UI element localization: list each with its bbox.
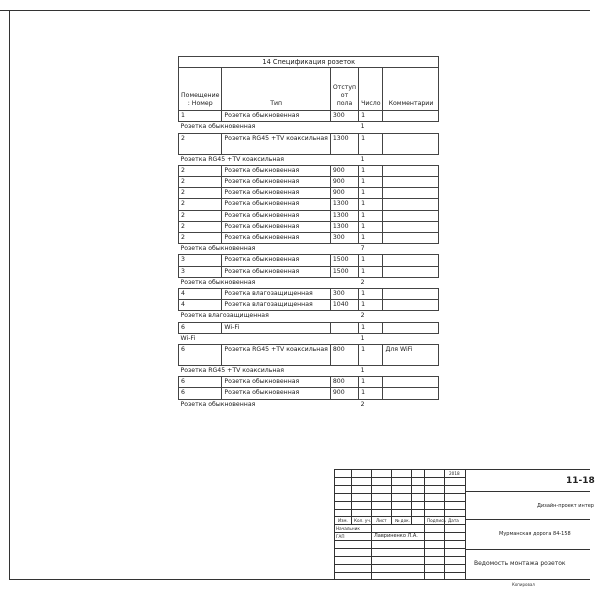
table-row	[179, 255, 439, 266]
table-row	[179, 111, 439, 122]
cell-count: 1	[359, 221, 383, 232]
cell-type: Розетка влагозащищенная	[222, 300, 330, 311]
cell-count: 1	[359, 165, 383, 176]
group-total-row	[179, 366, 439, 377]
cell-comment	[383, 221, 439, 232]
cell-offset: 1300	[330, 133, 358, 154]
title-block-line	[334, 493, 465, 494]
table-row	[179, 388, 439, 399]
col-header-room: Помещение : Номер	[179, 68, 222, 111]
cell-room: 2	[179, 221, 222, 232]
cell-type: Розетка обыкновенная	[222, 188, 330, 199]
cell-count: 1	[359, 210, 383, 221]
col-label-kol: Кол. уч.	[354, 518, 372, 523]
cell-comment	[383, 255, 439, 266]
table-row	[179, 377, 439, 388]
title-block-line	[334, 524, 465, 525]
cell-offset	[330, 322, 358, 333]
table-row	[179, 233, 439, 244]
cell-room: 6	[179, 322, 222, 333]
cell-room: 6	[179, 377, 222, 388]
col-label-izm: Изм.	[338, 518, 348, 523]
cell-comment	[383, 210, 439, 221]
cell-room: 3	[179, 255, 222, 266]
sheet-title: Ведомость монтажа розеток	[474, 560, 566, 567]
group-label: Розетка обыкновенная	[180, 278, 256, 286]
group-total-row	[179, 154, 439, 165]
copied-label: Копировал	[512, 582, 535, 587]
group-blank	[383, 122, 439, 133]
table-row	[179, 221, 439, 232]
group-blank	[383, 244, 439, 255]
cell-comment	[383, 111, 439, 122]
cell-room: 2	[179, 133, 222, 154]
cell-room: 6	[179, 388, 222, 399]
author-name: Лавриненко Л.А.	[374, 533, 418, 539]
title-block-line	[465, 549, 590, 550]
cell-type: Розетка RG45 +TV коаксильная	[222, 133, 330, 154]
title-block-line	[334, 477, 465, 478]
group-total-row	[179, 122, 439, 133]
cell-type: Розетка обыкновенная	[222, 233, 330, 244]
frame-bottom	[9, 579, 590, 580]
col-header-count: Число	[359, 68, 383, 111]
group-blank	[383, 366, 439, 377]
cell-count: 1	[359, 345, 383, 366]
frame-top	[0, 10, 590, 11]
cell-count: 1	[359, 188, 383, 199]
col-header-type: Тип	[222, 68, 330, 111]
title-block-line	[334, 564, 465, 565]
title-block-line	[334, 556, 465, 557]
table-title: 14 Спецификация розеток	[179, 57, 439, 68]
cell-comment	[383, 233, 439, 244]
table-row	[179, 300, 439, 311]
col-label-date: Дата	[448, 518, 459, 523]
title-block-line	[334, 509, 465, 510]
title-block-line	[465, 469, 466, 579]
group-count: 1	[360, 334, 365, 342]
cell-count: 1	[359, 322, 383, 333]
cell-type: Розетка обыкновенная	[222, 199, 330, 210]
role-gap: ГАП	[336, 534, 345, 539]
cell-type: Розетка обыкновенная	[222, 266, 330, 277]
cell-room: 2	[179, 210, 222, 221]
cell-type: Розетка обыкновенная	[222, 255, 330, 266]
col-header-comment: Комментарии	[383, 68, 439, 111]
title-block-line	[334, 501, 465, 502]
title-block-line	[334, 540, 465, 541]
cell-count: 1	[359, 233, 383, 244]
cell-offset: 800	[330, 377, 358, 388]
cell-type: Розетка обыкновенная	[222, 377, 330, 388]
cell-comment: Для WiFi	[383, 345, 439, 366]
project-address: Мурманская дорога 84-158	[499, 531, 571, 537]
cell-type: Розетка обыкновенная	[222, 210, 330, 221]
group-label: Wi-Fi	[180, 334, 196, 342]
col-label-doc: № док.	[395, 518, 411, 523]
cell-offset: 1500	[330, 266, 358, 277]
cell-count: 1	[359, 300, 383, 311]
cell-comment	[383, 322, 439, 333]
project-code: 11-18	[566, 476, 595, 486]
cell-room: 4	[179, 289, 222, 300]
group-label: Розетка обыкновенная	[180, 245, 256, 253]
group-label: Розетка обыкновенная	[180, 123, 256, 131]
cell-comment	[383, 199, 439, 210]
table-row	[179, 266, 439, 277]
group-count: 2	[360, 400, 365, 408]
cell-room: 2	[179, 233, 222, 244]
table-title-row	[179, 57, 439, 68]
title-block-line	[465, 519, 590, 520]
cell-offset: 1300	[330, 199, 358, 210]
title-block-line	[334, 469, 590, 470]
cell-comment	[383, 165, 439, 176]
col-header-offset: Отступ от пола	[330, 68, 358, 111]
cell-count: 1	[359, 111, 383, 122]
group-total-row	[179, 333, 439, 344]
table-row	[179, 188, 439, 199]
role-chief: Начальник	[336, 526, 360, 531]
cell-comment	[383, 188, 439, 199]
cell-count: 1	[359, 133, 383, 154]
group-total-row	[179, 277, 439, 288]
col-label-list: Лист	[376, 518, 387, 523]
table-row	[179, 133, 439, 154]
title-block-line	[334, 548, 465, 549]
header-row	[179, 68, 439, 111]
cell-offset: 800	[330, 345, 358, 366]
group-blank	[383, 399, 439, 410]
cell-count: 1	[359, 266, 383, 277]
table-row	[179, 289, 439, 300]
group-count: 1	[360, 123, 365, 131]
cell-room: 4	[179, 300, 222, 311]
cell-room: 2	[179, 188, 222, 199]
cell-comment	[383, 300, 439, 311]
title-block-line	[334, 485, 465, 486]
group-label: Розетка RG45 +TV коаксильная	[180, 367, 284, 375]
group-blank	[383, 277, 439, 288]
title-block-line	[465, 491, 590, 492]
title-block	[334, 469, 595, 579]
cell-count: 1	[359, 388, 383, 399]
cell-type: Розетка обыкновенная	[222, 177, 330, 188]
cell-count: 1	[359, 177, 383, 188]
table-row	[179, 165, 439, 176]
cell-count: 1	[359, 255, 383, 266]
spec-table	[178, 56, 439, 410]
cell-offset: 900	[330, 388, 358, 399]
frame-left	[9, 10, 10, 580]
cell-offset: 1500	[330, 255, 358, 266]
table-row	[179, 199, 439, 210]
cell-room: 2	[179, 177, 222, 188]
cell-offset: 1040	[330, 300, 358, 311]
cell-comment	[383, 377, 439, 388]
group-total-row	[179, 244, 439, 255]
cell-count: 1	[359, 199, 383, 210]
group-label: Розетка обыкновенная	[180, 400, 256, 408]
title-block-line	[334, 572, 465, 573]
cell-offset: 300	[330, 111, 358, 122]
group-count: 1	[360, 155, 365, 163]
group-total-row	[179, 311, 439, 322]
table-row	[179, 210, 439, 221]
cell-room: 2	[179, 199, 222, 210]
cell-room: 1	[179, 111, 222, 122]
cell-offset: 900	[330, 165, 358, 176]
table-row	[179, 345, 439, 366]
cell-room: 6	[179, 345, 222, 366]
cell-comment	[383, 266, 439, 277]
group-label: Розетка влагозащищенная	[180, 312, 269, 320]
cell-type: Розетка обыкновенная	[222, 388, 330, 399]
group-total-row	[179, 399, 439, 410]
cell-room: 2	[179, 165, 222, 176]
group-blank	[383, 154, 439, 165]
cell-offset: 300	[330, 289, 358, 300]
table-row	[179, 322, 439, 333]
cell-comment	[383, 177, 439, 188]
group-blank	[383, 333, 439, 344]
project-name: Дизайн-проект интер	[537, 503, 594, 509]
cell-offset: 900	[330, 177, 358, 188]
cell-type: Розетка обыкновенная	[222, 221, 330, 232]
year: 2018	[449, 471, 460, 476]
cell-type: Розетка RG45 +TV коаксильная	[222, 345, 330, 366]
cell-comment	[383, 289, 439, 300]
cell-type: Wi-Fi	[222, 322, 330, 333]
table-row	[179, 177, 439, 188]
cell-count: 1	[359, 289, 383, 300]
cell-type: Розетка обыкновенная	[222, 165, 330, 176]
cell-comment	[383, 388, 439, 399]
group-blank	[383, 311, 439, 322]
cell-type: Розетка влагозащищенная	[222, 289, 330, 300]
cell-offset: 900	[330, 188, 358, 199]
group-count: 7	[360, 245, 365, 253]
group-count: 1	[360, 367, 365, 375]
group-count: 2	[360, 312, 365, 320]
cell-offset: 1300	[330, 210, 358, 221]
col-label-sign: Подпись	[427, 518, 446, 523]
title-block-line	[334, 516, 465, 517]
cell-offset: 1300	[330, 221, 358, 232]
cell-count: 1	[359, 377, 383, 388]
group-label: Розетка RG45 +TV коаксильная	[180, 155, 284, 163]
cell-offset: 300	[330, 233, 358, 244]
cell-room: 3	[179, 266, 222, 277]
cell-type: Розетка обыкновенная	[222, 111, 330, 122]
group-count: 2	[360, 278, 365, 286]
cell-comment	[383, 133, 439, 154]
